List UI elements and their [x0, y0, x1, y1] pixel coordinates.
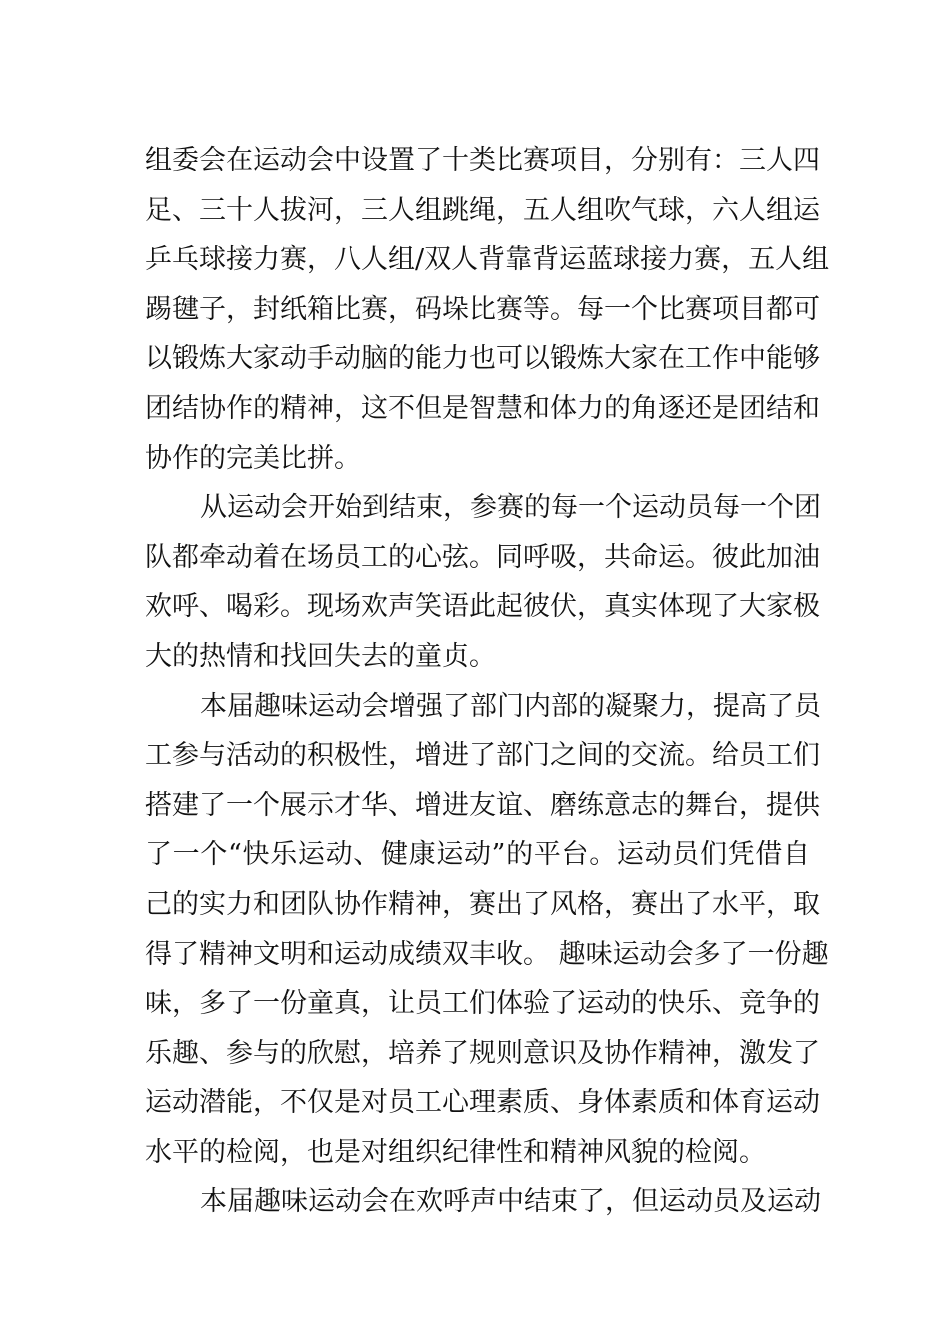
text-line: 了一个“快乐运动、健康运动”的平台。运动员们凭借自: [145, 839, 810, 871]
text-line: 协作的完美比拼。: [145, 442, 361, 474]
text-line: 本届趣味运动会增强了部门内部的凝聚力，提高了员: [200, 690, 821, 722]
paragraph-1: [145, 136, 830, 483]
text-line: 团结协作的精神，这不但是智慧和体力的角逐还是团结和: [145, 392, 820, 424]
text-line: 工参与活动的积极性，增进了部门之间的交流。给员工们: [145, 740, 820, 772]
paragraph-4: [145, 1177, 821, 1227]
text-line: 组委会在运动会中设置了十类比赛项目，分别有：三人四: [145, 145, 820, 176]
text-line: 队都牵动着在场员工的心弦。同呼吸，共命运。彼此加油: [145, 541, 820, 573]
text-line: 以锻炼大家动手动脑的能力也可以锻炼大家在工作中能够: [145, 343, 820, 375]
text-line: 大的热情和找回失去的童贞。: [145, 640, 496, 672]
text-line: 味，多了一份童真，让员工们体验了运动的快乐、竞争的: [145, 988, 820, 1020]
text-line: 搭建了一个展示才华、增进友谊、磨练意志的舞台，提供: [145, 789, 820, 821]
text-line: 得了精神文明和运动成绩双丰收。 趣味运动会多了一份趣: [145, 938, 829, 970]
paragraph-3: [145, 682, 829, 1178]
text-line: 己的实力和团队协作精神，赛出了风格，赛出了水平，取: [145, 888, 820, 920]
text-line: 乒乓球接力赛，八人组/双人背靠背运蓝球接力赛，五人组: [145, 244, 830, 276]
text-line: 水平的检阅，也是对组织纪律性和精神风貌的检阅。: [145, 1136, 766, 1168]
document-body: [145, 136, 830, 1227]
paragraph-2: [145, 483, 821, 681]
text-line: 足、三十人拔河，三人组跳绳，五人组吹气球，六人组运: [145, 194, 820, 226]
text-line: 踢毽子，封纸箱比赛，码垛比赛等。每一个比赛项目都可: [145, 293, 820, 325]
text-line: 乐趣、参与的欣慰，培养了规则意识及协作精神，激发了: [145, 1037, 820, 1069]
text-line: 本届趣味运动会在欢呼声中结束了，但运动员及运动: [200, 1186, 821, 1218]
text-line: 从运动会开始到结束，参赛的每一个运动员每一个团: [200, 492, 821, 524]
text-line: 运动潜能，不仅是对员工心理素质、身体素质和体育运动: [145, 1087, 820, 1119]
text-line: 欢呼、喝彩。现场欢声笑语此起彼伏，真实体现了大家极: [145, 591, 820, 623]
